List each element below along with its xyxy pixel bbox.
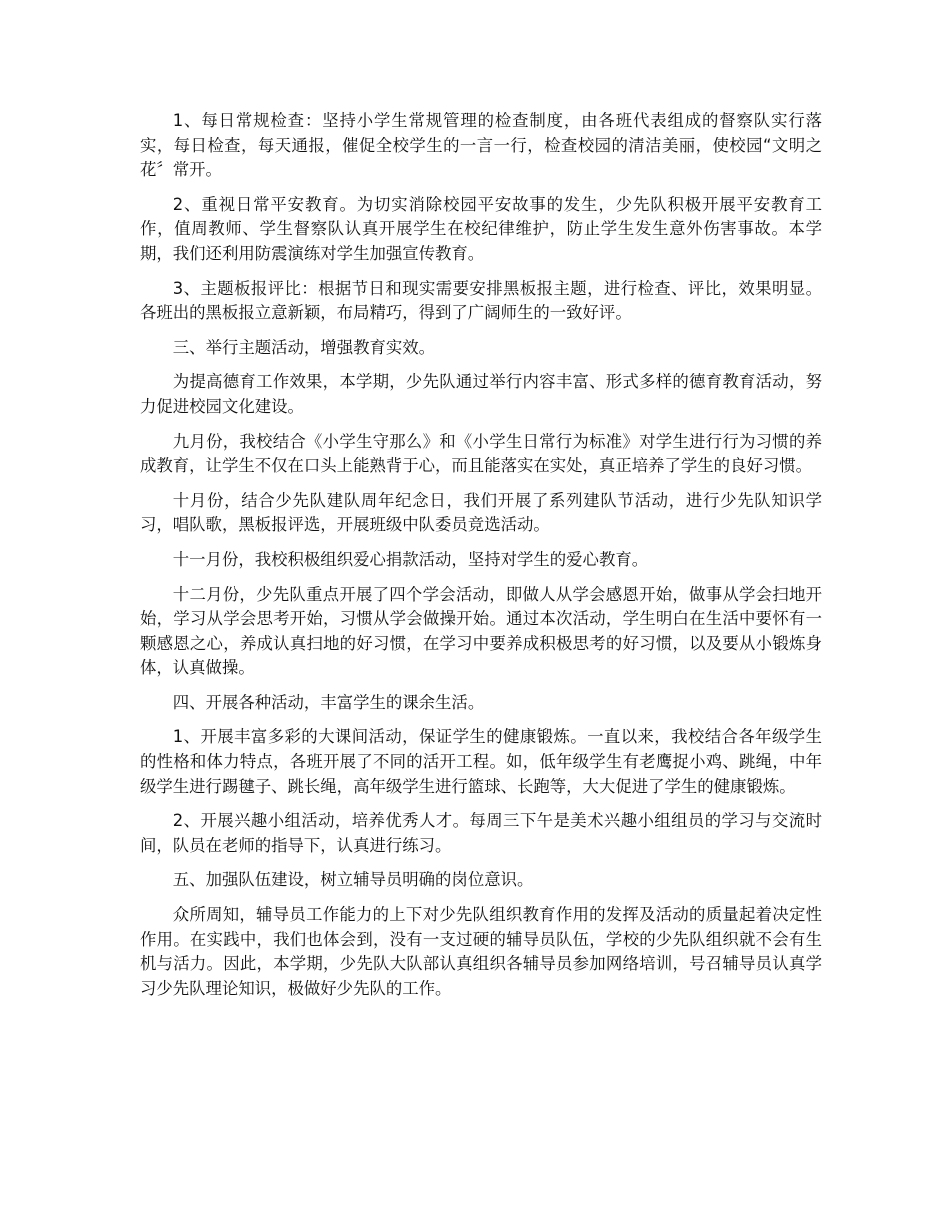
paragraph-safety-education: 2、重视日常平安教育。为切实消除校园平安故事的发生，少先队积极开展平安教育工作，值周教师、学生督察队认真开展学生在校纪律维护，防止学生发生意外伤害事故。本学期，我们还利用防震演练对学生加强宣传教育。 xyxy=(140,194,822,263)
paragraph-october: 十月份，结合少先队建队周年纪念日，我们开展了系列建队节活动，进行少先队知识学习，唱队歌，黑板报评选，开展班级中队委员竞选活动。 xyxy=(140,490,822,535)
paragraph-interest-groups: 2、开展兴趣小组活动，培养优秀人才。每周三下午是美术兴趣小组组员的学习与交流时间，队员在老师的指导下，认真进行练习。 xyxy=(140,811,822,855)
paragraph-daily-check: 1、每日常规检查：坚持小学生常规管理的检查制度，由各班代表组成的督察队实行落实，每日检查，每天通报，催促全校学生的一言一行，检查校园的清洁美丽，使校园“文明之花〞常开。 xyxy=(140,111,822,180)
section-heading-team-building: 五、加强队伍建设，树立辅导员明确的岗位意识。 xyxy=(172,870,534,890)
paragraph-counselor-training: 众所周知，辅导员工作能力的上下对少先队组织教育作用的发挥及活动的质量起着决定性作用。在实践中，我们也体会到，没有一支过硬的辅导员队伍，学校的少先队组织就不会有生机与活力。因此，本学期，少先队大队部认真组织各辅导员参加网络培训，号召辅导员认真学习少先队理论知识，极做好少先队的工作。 xyxy=(140,905,822,998)
document-body xyxy=(140,109,822,1011)
section-heading-activities: 四、开展各种活动，丰富学生的课余生活。 xyxy=(172,692,485,712)
paragraph-break-activities: 1、开展丰富多彩的大课间活动，保证学生的健康锻炼。一直以来，我校结合各年级学生的性格和体力特点，各班开展了不同的活开工程。如，低年级学生有老鹰捉小鸡、跳绳，中年级学生进行踢毽子、跳长绳，高年级学生进行篮球、长跑等，大大促进了学生的健康锻炼。 xyxy=(140,727,822,796)
paragraph-september: 九月份，我校结合《小学生守那么》和《小学生日常行为标准》对学生进行行为习惯的养成教育，让学生不仅在口头上能熟背于心，而且能落实在实处，真正培养了学生的良好习惯。 xyxy=(140,431,822,476)
section-heading-theme-activities: 三、举行主题活动，增强教育实效。 xyxy=(172,337,436,357)
paragraph-november: 十一月份，我校积极组织爱心捐款活动，坚持对学生的爱心教育。 xyxy=(172,549,649,569)
paragraph-blackboard-contest: 3、主题板报评比：根据节日和现实需要安排黑板报主题，进行检查、评比，效果明显。各班出的黑板报立意新颖，布局精巧，得到了广阔师生的一致好评。 xyxy=(140,278,822,323)
paragraph-december: 十二月份，少先队重点开展了四个学会活动，即做人从学会感恩开始，做事从学会扫地开始，学习从学会思考开始，习惯从学会做操开始。通过本次活动，学生明白在生活中要怀有一颗感恩之心，养成认真扫地的好习惯，在学习中要养成积极思考的好习惯，以及要从小锻炼身体，认真做操。 xyxy=(140,584,822,678)
paragraph-moral-education: 为提高德育工作效果，本学期，少先队通过举行内容丰富、形式多样的德育教育活动，努力促进校园文化建设。 xyxy=(140,372,822,416)
